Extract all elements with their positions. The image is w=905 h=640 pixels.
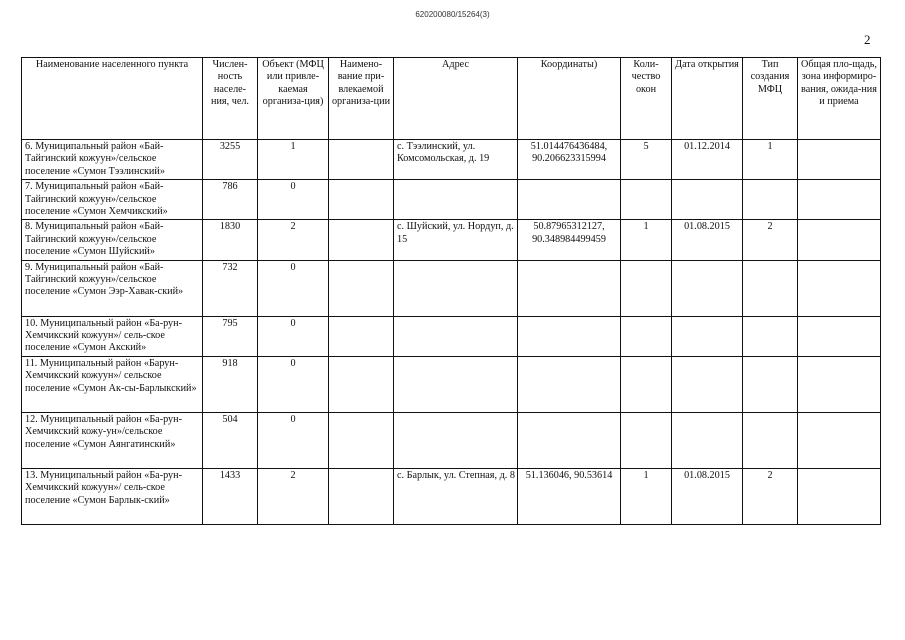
header-population: Числен-ность населе-ния, чел. [203,58,258,140]
cell-org [329,140,394,180]
cell-area [798,140,881,180]
cell-org [329,316,394,356]
table-row [22,140,881,180]
cell-area [798,180,881,220]
cell-type [743,180,798,220]
cell-address [394,316,518,356]
cell-type: 2 [743,220,798,260]
cell-type [743,260,798,316]
header-date: Дата открытия [672,58,743,140]
cell-coords: 51.014476436484, 90.206623315994 [518,140,621,180]
document-id: 620200080/15264(3) [415,10,490,19]
cell-name: 6. Муниципальный район «Бай-Тайгинский кожуун»/сельское поселение «Сумон Тээлинский» [22,140,203,180]
cell-windows: 5 [621,140,672,180]
cell-windows [621,316,672,356]
cell-address [394,260,518,316]
cell-population: 504 [203,412,258,468]
cell-coords [518,180,621,220]
table-row [22,260,881,316]
table-row [22,468,881,524]
cell-type: 2 [743,468,798,524]
cell-area [798,412,881,468]
cell-name: 12. Муниципальный район «Ба-рун-Хемчикский кожу-ун»/сельское поселение «Сумон Аянгатинский» [22,412,203,468]
cell-type [743,316,798,356]
cell-coords: 50.87965312127, 90.348984499459 [518,220,621,260]
cell-coords [518,316,621,356]
header-windows: Коли-чество окон [621,58,672,140]
cell-type [743,356,798,412]
page-number: 2 [864,32,871,47]
cell-windows [621,260,672,316]
cell-date [672,412,743,468]
cell-date: 01.08.2015 [672,220,743,260]
cell-name: 10. Муниципальный район «Ба-рун-Хемчикский кожуун»/ сель-ское поселение «Сумон Акский» [22,316,203,356]
cell-coords [518,356,621,412]
cell-name: 7. Муниципальный район «Бай-Тайгинский кожуун»/сельское поселение «Сумон Хемчикский» [22,180,203,220]
cell-object: 0 [258,412,329,468]
cell-object: 2 [258,220,329,260]
cell-name: 13. Муниципальный район «Ба-рун-Хемчикский кожуун»/ сель-ское поселение «Сумон Барлык-ский» [22,468,203,524]
header-area: Общая пло-щадь, зона информиро-вания, ожида-ния и приема [798,58,881,140]
cell-area [798,220,881,260]
cell-windows [621,356,672,412]
cell-population: 795 [203,316,258,356]
cell-date [672,356,743,412]
cell-address [394,356,518,412]
table-row [22,180,881,220]
cell-windows: 1 [621,220,672,260]
table-row [22,220,881,260]
cell-org [329,260,394,316]
cell-name: 11. Муниципальный район «Барун-Хемчикский кожуун»/ сельское поселение «Сумон Ак-сы-Барлыкский» [22,356,203,412]
cell-population: 918 [203,356,258,412]
cell-address: с. Барлык, ул. Степная, д. 8 [394,468,518,524]
table-row [22,316,881,356]
table-header [22,58,881,140]
cell-windows [621,180,672,220]
cell-org [329,468,394,524]
cell-area [798,260,881,316]
cell-date: 01.12.2014 [672,140,743,180]
cell-org [329,220,394,260]
cell-date: 01.08.2015 [672,468,743,524]
cell-org [329,356,394,412]
cell-address [394,412,518,468]
header-type: Тип создания МФЦ [743,58,798,140]
cell-object: 0 [258,180,329,220]
cell-org [329,412,394,468]
cell-area [798,468,881,524]
cell-area [798,316,881,356]
cell-object: 2 [258,468,329,524]
cell-coords [518,412,621,468]
cell-object: 0 [258,356,329,412]
cell-type: 1 [743,140,798,180]
cell-population: 732 [203,260,258,316]
header-org: Наимено-вание при-влекаемой организа-ции [329,58,394,140]
cell-area [798,356,881,412]
cell-date [672,260,743,316]
table-row [22,356,881,412]
cell-date [672,180,743,220]
cell-org [329,180,394,220]
cell-windows: 1 [621,468,672,524]
cell-name: 9. Муниципальный район «Бай-Тайгинский кожуун»/сельское поселение «Сумон Ээр-Хавак-ский» [22,260,203,316]
cell-population: 1830 [203,220,258,260]
header-name: Наименование населенного пункта [22,58,203,140]
cell-object: 0 [258,316,329,356]
cell-population: 786 [203,180,258,220]
table-row [22,412,881,468]
table-body [22,140,881,525]
header-object: Объект (МФЦ или привле-каемая организа-ция) [258,58,329,140]
cell-name: 8. Муниципальный район «Бай-Тайгинский кожуун»/сельское поселение «Сумон Шуйский» [22,220,203,260]
cell-address [394,180,518,220]
settlements-table [21,57,881,525]
cell-coords: 51.136046, 90.53614 [518,468,621,524]
cell-date [672,316,743,356]
cell-population: 3255 [203,140,258,180]
header-address: Адрес [394,58,518,140]
cell-type [743,412,798,468]
cell-object: 1 [258,140,329,180]
cell-address: с. Шуйский, ул. Нордуп, д. 15 [394,220,518,260]
cell-coords [518,260,621,316]
header-coords: Координаты) [518,58,621,140]
cell-population: 1433 [203,468,258,524]
cell-address: с. Тээлинский, ул. Комсомольская, д. 19 [394,140,518,180]
cell-windows [621,412,672,468]
cell-object: 0 [258,260,329,316]
